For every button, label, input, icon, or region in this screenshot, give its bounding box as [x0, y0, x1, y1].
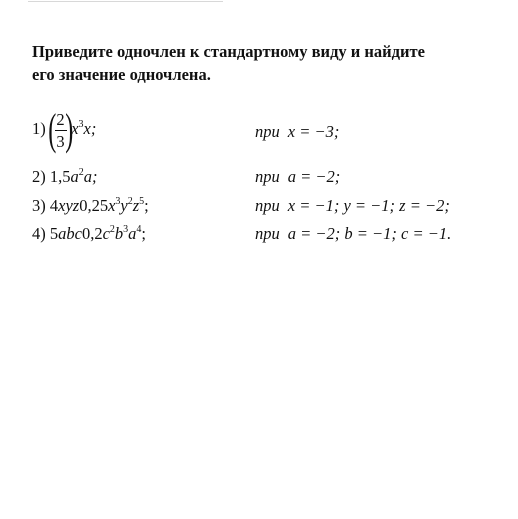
coefficient: 5 — [49, 224, 59, 243]
task-number: 1) — [32, 118, 46, 138]
task-2-condition — [255, 167, 340, 187]
task-1 — [32, 105, 97, 154]
exponent: 3 — [78, 118, 84, 130]
condition-label: при — [255, 167, 280, 186]
left-paren: ( — [48, 105, 57, 154]
task-4 — [32, 224, 146, 244]
fraction-group — [48, 105, 73, 154]
expression — [50, 196, 149, 215]
task-2 — [32, 167, 98, 187]
task-3-condition — [255, 196, 450, 216]
exponent: 2 — [127, 196, 133, 207]
expression — [71, 119, 96, 138]
exponent: 3 — [115, 196, 121, 207]
condition-value: a = −2; b = −1; c = −1. — [287, 224, 452, 243]
right-paren: ) — [64, 105, 73, 154]
task-1-condition — [255, 122, 339, 142]
coefficient: 0,2 — [81, 224, 103, 243]
exponent: 2 — [109, 224, 115, 235]
variable: xyz — [58, 196, 80, 215]
exponent: 2 — [78, 167, 84, 178]
fraction-numerator: 2 — [56, 109, 65, 129]
fraction-denominator: 3 — [56, 131, 65, 151]
task-number: 3) — [32, 196, 46, 215]
condition-label: при — [255, 224, 280, 243]
variable: x — [71, 118, 79, 138]
variable: c — [102, 224, 110, 243]
exponent: 3 — [123, 224, 129, 235]
coefficient: 0,25 — [79, 196, 109, 215]
condition-label: при — [255, 196, 280, 215]
variable: b — [114, 224, 124, 243]
coefficient: 1,5 — [49, 167, 71, 186]
task-number: 4) — [32, 224, 46, 243]
task-heading-line-1: Приведите одночлен к стандартному виду и найдите — [32, 42, 425, 61]
variable: a; — [83, 167, 98, 186]
task-number: 2) — [32, 167, 46, 186]
task-4-condition — [255, 224, 451, 244]
condition-label: при — [255, 122, 280, 141]
top-edge-line — [28, 0, 223, 2]
variable: a — [70, 167, 79, 186]
exponent: 4 — [136, 224, 142, 235]
punctuation: ; — [144, 196, 149, 215]
task-heading-line-2: его значение одночлена. — [32, 65, 211, 84]
expression — [50, 167, 98, 186]
variable: y — [120, 196, 128, 215]
variable: abc — [58, 224, 82, 243]
condition-value: x = −3; — [287, 122, 340, 141]
punctuation: ; — [141, 224, 146, 243]
task-heading — [32, 40, 502, 86]
exponent: 5 — [139, 196, 145, 207]
condition-value: x = −1; y = −1; z = −2; — [287, 196, 450, 215]
variable: x; — [83, 118, 97, 138]
task-3 — [32, 196, 149, 216]
expression — [50, 224, 146, 243]
coefficient: 4 — [49, 196, 59, 215]
variable: z — [132, 196, 140, 215]
variable: a — [128, 224, 137, 243]
condition-value: a = −2; — [287, 167, 341, 186]
variable: x — [108, 196, 116, 215]
